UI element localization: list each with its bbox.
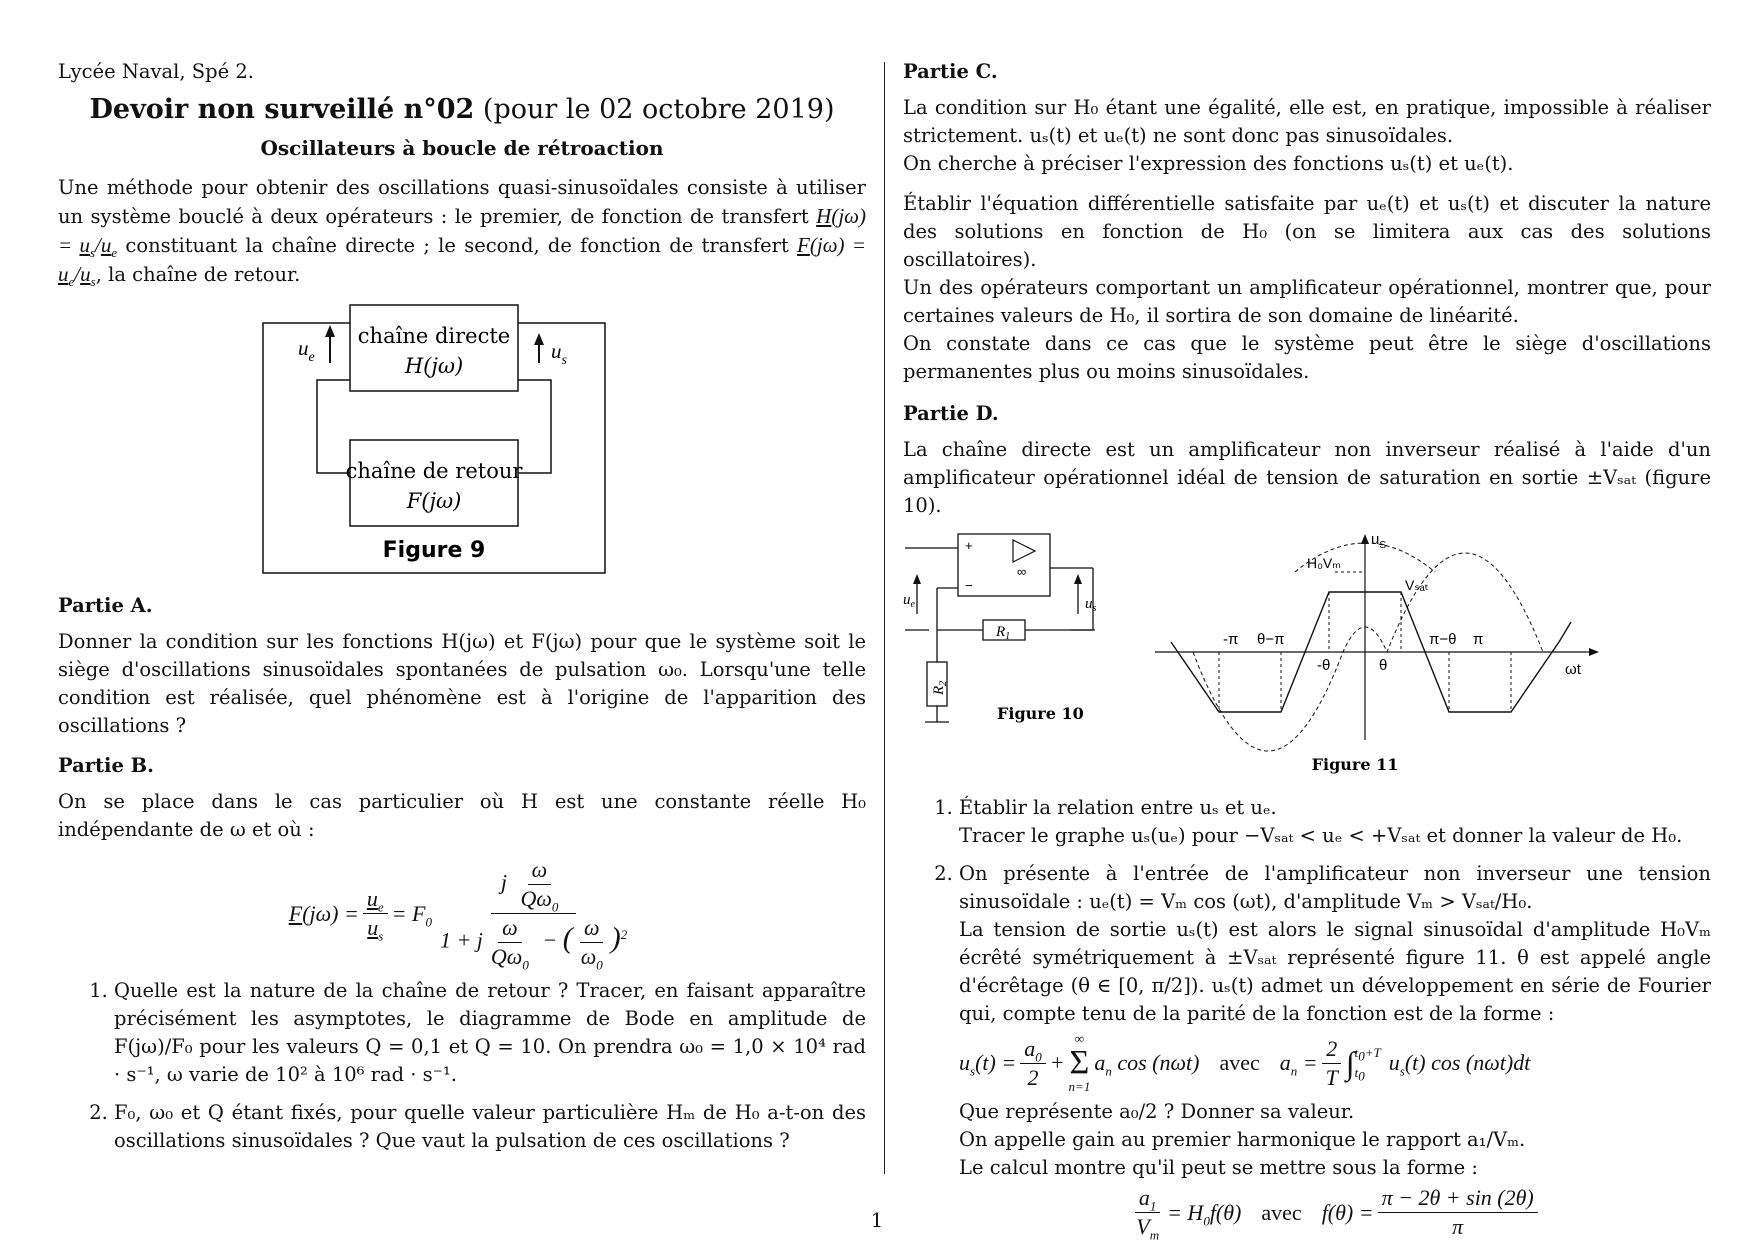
right-column <box>903 58 1711 1251</box>
box2-label: chaîne de retour <box>345 459 523 483</box>
chaine-retour-box <box>350 440 518 526</box>
tick-pi-minus-theta: π−θ <box>1429 631 1457 648</box>
box1-function: H(jω) <box>404 354 464 378</box>
partie-a-text: Donner la condition sur les fonctions H(jω) et F(jω) pour que le système soit le siège d'oscillations sinusoïdales spontanées de pulsation ω₀. Lorsqu'une telle condition est réalisée, quel phénomène est à l'origine de l'apparition des oscillations ? <box>58 630 866 737</box>
gain-formula: $\frac{a_1}{V_m}$ = $H_0f(\theta)$ avec f(θ) = $\frac{\pi - 2\theta + \sin (2\theta)}{\pi}$ <box>959 1184 1711 1241</box>
vsat-label: Vₛₐₜ <box>1405 577 1429 593</box>
page-subtitle: Oscillateurs à boucle de rétroaction <box>260 136 664 160</box>
page-number: 1 <box>870 1208 884 1232</box>
svg-text:−: − <box>965 578 973 593</box>
figure-11-caption: Figure 11 <box>1311 755 1399 774</box>
partie-d-title: Partie D. <box>903 402 999 425</box>
svg-text:ue: $u_e$ <box>903 592 915 610</box>
partie-c-p4: On constate dans ce cas que le système peut être le siège d'oscillations permanentes plus ou moins sinusoïdales. <box>903 332 1711 383</box>
y-axis-label: $u_S$ <box>1371 532 1387 551</box>
left-column <box>58 58 866 1165</box>
partie-d-questions <box>903 794 1711 1241</box>
title-bold: Devoir non surveillé n°02 <box>89 94 475 125</box>
partie-c-p1b: On cherche à préciser l'expression des fonctions uₛ(t) et uₑ(t). <box>903 152 1514 175</box>
partie-c-p2: Établir l'équation différentielle satisfaite par uₑ(t) et uₛ(t) et discuter la nature des solutions en fonction de H₀ (on se limitera aux cas des solutions oscillatoires). <box>903 192 1711 271</box>
page-title <box>58 92 866 128</box>
figure-10-caption: Figure 10 <box>997 704 1084 723</box>
title-date: (pour le 02 octobre 2019) <box>482 94 835 125</box>
tick-theta-minus-pi: θ−π <box>1257 631 1285 648</box>
partie-c-title: Partie C. <box>903 60 998 83</box>
transfer-function-formula: F(jω) = $\frac{u_e}{u_s}$ = $F_0$ j $\frac{\omega}{Q\omega_0}$ 1 + j $\frac{\omega}{Q\omega_0}$ − ( $\frac{\omega}{\omega_0}$ )$^2$ <box>288 857 628 973</box>
tick-minus-theta: -θ <box>1317 657 1331 674</box>
svg-text:us: $u_s$ <box>1085 596 1097 614</box>
svg-text:+: + <box>965 538 973 553</box>
figure-10-circuit <box>903 532 1133 752</box>
partie-b-questions <box>58 977 866 1155</box>
partie-d-q2: 2. On présente à l'entrée de l'amplificateur non inverseur une tension sinusoïdale : uₑ(t) = Vₘ cos (ωt), d'amplitude Vₘ > Vₛₐₜ/H₀. La tension de sortie uₛ(t) est alors le signal sinusoïdal d'amplitude H₀Vₘ écrêté symétriquement à ±Vₛₐₜ représenté figure 11. θ est appelé angle d'écrêtage (θ ∈ [0, π/2]). uₛ(t) admet un développement en série de Fourier qui, compte tenu de la parité de la fonction est de la forme : $u_s(t)$ = $\frac{a_0}{2}$ + ∞ Σ n=1 $a_n$ cos (nωt) avec $a_n$ = $\frac{2}{T}$ ∫ $t_0+T$ $t_0$ $u_s(t)$ cos (nωt)dt Que représente a₀/2 ? Donner sa valeur. On appelle gain au premier harmonique le rapport a₁/Vₘ. Le calcul montre qu'il peut se mettre sous la forme : $\frac{a_1}{V_m}$ = $H_0f(\theta)$ avec f(θ) = $\frac{\pi - 2\theta + \sin (2\theta)}{\pi}$ <box>959 860 1711 1241</box>
tick-minus-pi: -π <box>1223 631 1239 648</box>
partie-a-title: Partie A. <box>58 594 153 617</box>
partie-b-q1: 1. Quelle est la nature de la chaîne de retour ? Tracer, en faisant apparaître précisément les asymptotes, le diagramme de Bode en amplitude de F(jω)/F₀ pour les valeurs Q = 0,1 et Q = 10. On prendra ω₀ = 1,0 × 10⁴ rad · s⁻¹, ω varie de 10² à 10⁶ rad · s⁻¹. <box>114 977 866 1089</box>
tick-pi: π <box>1473 631 1484 648</box>
ue-label: $u_e$ <box>298 336 315 365</box>
school-name: Lycée Naval, Spé 2. <box>58 60 254 83</box>
h0vm-label: H₀Vₘ <box>1307 555 1341 571</box>
box2-function: F(jω) <box>406 489 462 513</box>
partie-d-p1: La chaîne directe est un amplificateur non inverseur réalisé à l'aide d'un amplificateur opérationnel idéal de tension de saturation en sortie ±Vₛₐₜ (figure 10). <box>903 438 1711 517</box>
partie-c-p1: La condition sur H₀ étant une égalité, elle est, en pratique, impossible à réaliser strictement. uₛ(t) et uₑ(t) ne sont donc pas sinusoïdales. <box>903 96 1711 147</box>
chaine-directe-box <box>350 305 518 391</box>
figures-10-11 <box>903 532 1711 782</box>
tick-theta: θ <box>1379 657 1388 674</box>
fourier-formula: $u_s(t)$ = $\frac{a_0}{2}$ + ∞ Σ n=1 $a_n$ cos (nωt) avec $a_n$ = $\frac{2}{T}$ ∫ $t_0+T$ $t_0$ $u_s(t)$ cos (nωt)dt <box>959 1031 1531 1094</box>
partie-b-title: Partie B. <box>58 754 154 777</box>
intro-paragraph: Une méthode pour obtenir des oscillations quasi-sinusoïdales consiste à utiliser un système bouclé à deux opérateurs : le premier, de fonction de transfert $H(j\omega) = u_s/u_e$ constituant la chaîne directe ; le second, de fonction de transfert $F(j\omega) = u_e/u_s$, la chaîne de retour. <box>58 176 866 290</box>
partie-b-q2: 2. F₀, ω₀ et Q étant fixés, pour quelle valeur particulière Hₘ de H₀ a-t-on des oscillations sinusoïdales ? Que vaut la pulsation de ces oscillations ? <box>114 1099 866 1155</box>
svg-text:R1: $R_1$ <box>996 624 1011 642</box>
us-label: $u_s$ <box>551 339 567 368</box>
partie-b-text: On se place dans le cas particulier où H est une constante réelle H₀ indépendante de ω et où : <box>58 790 866 841</box>
column-divider <box>884 62 885 1174</box>
figure-9-caption: Figure 9 <box>382 538 486 563</box>
partie-c-p3: Un des opérateurs comportant un amplificateur opérationnel, montrer que, pour certaines valeurs de H₀, il sortira de son domaine de linéarité. <box>903 276 1711 327</box>
x-axis-label: ωt <box>1565 661 1581 678</box>
figure-9-block-diagram <box>262 303 607 578</box>
figure-11-graph <box>1153 532 1603 782</box>
partie-d-q1: 1. Établir la relation entre uₛ et uₑ. Tracer le graphe uₛ(uₑ) pour −Vₛₐₜ < uₑ < +Vₛₐₜ et donner la valeur de H₀. <box>959 794 1711 850</box>
box1-label: chaîne directe <box>357 324 511 348</box>
svg-text:R2: $R_2$ <box>931 680 949 695</box>
svg-text:∞: ∞ <box>1017 564 1027 579</box>
